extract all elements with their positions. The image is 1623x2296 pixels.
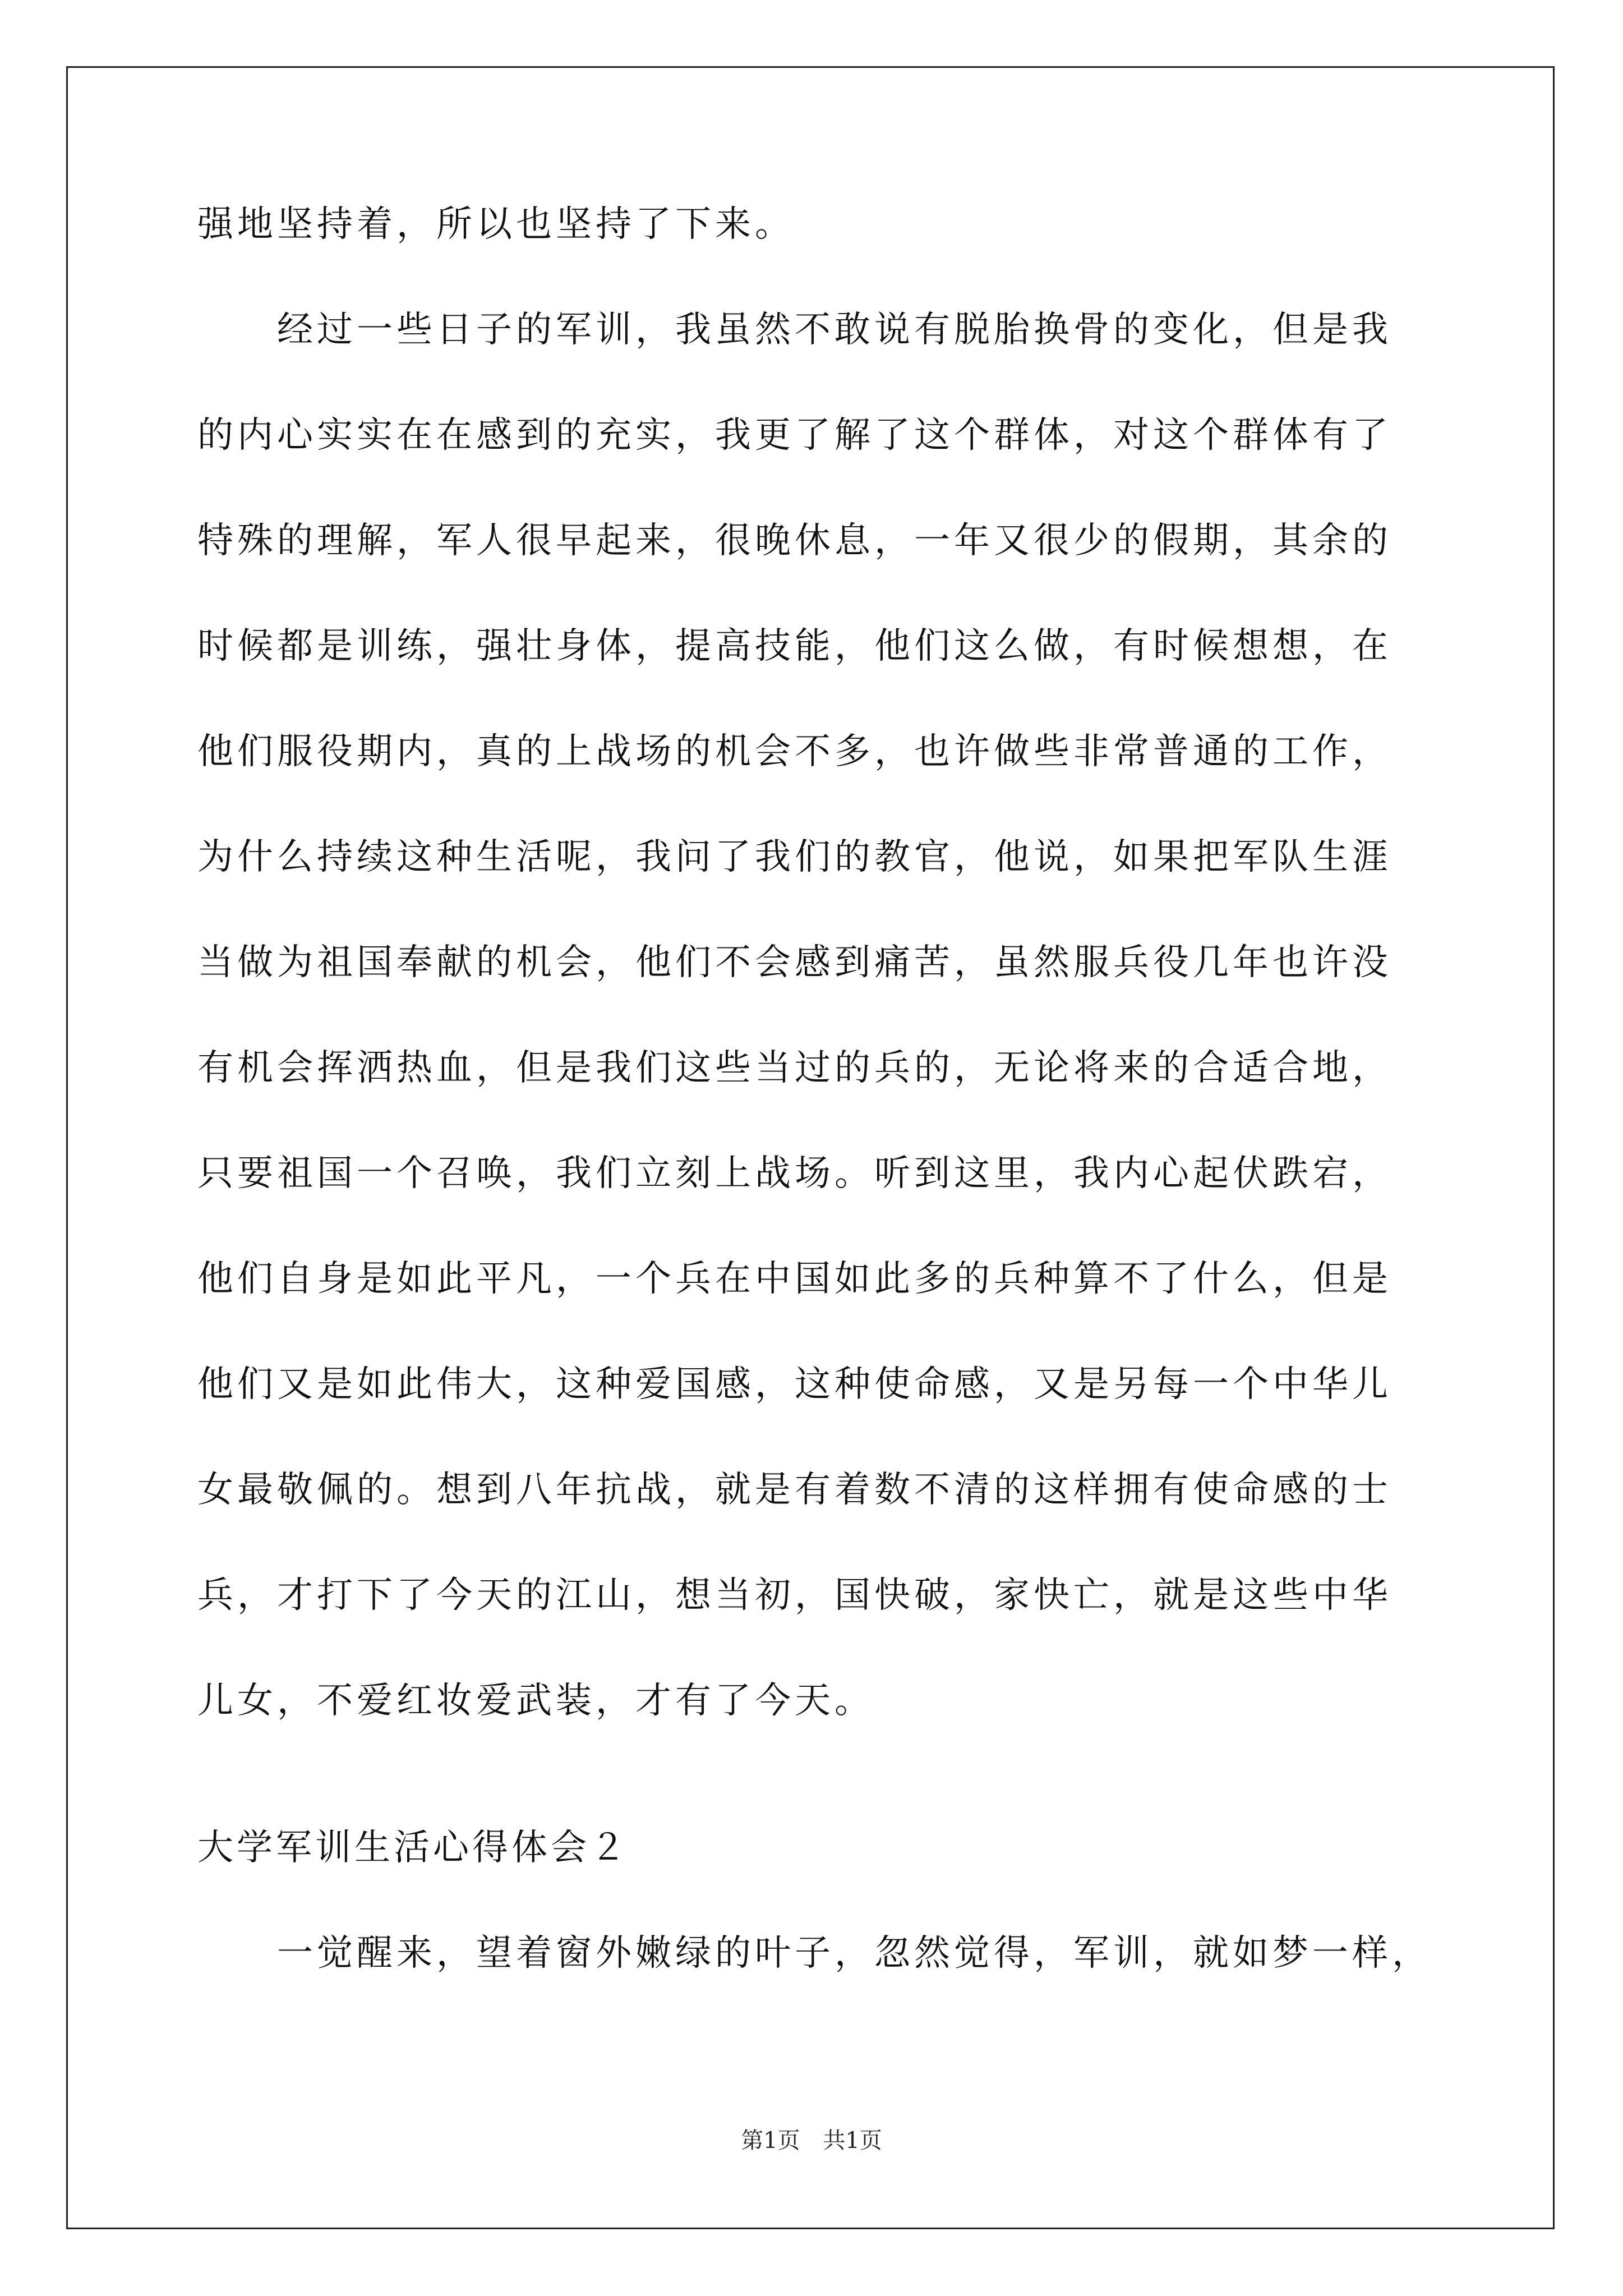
text-line: 有机会挥洒热血，但是我们这些当过的兵的，无论将来的合适合地， — [197, 1047, 1392, 1089]
text-line: 只要祖国一个召唤，我们立刻上战场。听到这里，我内心起伏跌宕， — [197, 1153, 1392, 1194]
text-line: 兵，才打下了今天的江山，想当初，国快破，家快亡，就是这些中华 — [197, 1575, 1392, 1616]
page-total: 共1页 — [823, 2128, 882, 2154]
text-line: 女最敬佩的。想到八年抗战，就是有着数不清的这样拥有使命感的士 — [197, 1469, 1392, 1511]
text-line: 为什么持续这种生活呢，我问了我们的教官，他说，如果把军队生涯 — [197, 836, 1392, 878]
body-text — [197, 206, 1454, 1788]
text-line: 儿女，不爱红妆爱武装，才有了今天。 — [197, 1680, 874, 1722]
text-line: 经过一些日子的军训，我虽然不敢说有脱胎换骨的变化，但是我 — [277, 309, 1392, 351]
section-heading: 大学军训生活心得体会２ — [197, 1827, 629, 1869]
text-line: 时候都是训练，强壮身体，提高技能，他们这么做，有时候想想，在 — [197, 625, 1392, 667]
page-footer — [0, 2129, 1623, 2152]
text-line: 特殊的理解，军人很早起来，很晚休息，一年又很少的假期，其余的 — [197, 520, 1392, 562]
text-line: 他们又是如此伟大，这种爱国感，这种使命感，又是另每一个中华儿 — [197, 1364, 1392, 1405]
text-line: 当做为祖国奉献的机会，他们不会感到痛苦，虽然服兵役几年也许没 — [197, 942, 1392, 983]
text-line: 的内心实实在在感到的充实，我更了解了这个群体，对这个群体有了 — [197, 415, 1392, 456]
text-line: 他们自身是如此平凡，一个兵在中国如此多的兵种算不了什么，但是 — [197, 1258, 1392, 1300]
text-line: 强地坚持着，所以也坚持了下来。 — [197, 204, 795, 245]
text-line: 他们服役期内，真的上战场的机会不多，也许做些非常普通的工作， — [197, 731, 1392, 772]
text-line: 一觉醒来，望着窗外嫩绿的叶子，忽然觉得，军训，就如梦一样， — [277, 1932, 1432, 1974]
page-number: 第1页 — [741, 2128, 800, 2154]
